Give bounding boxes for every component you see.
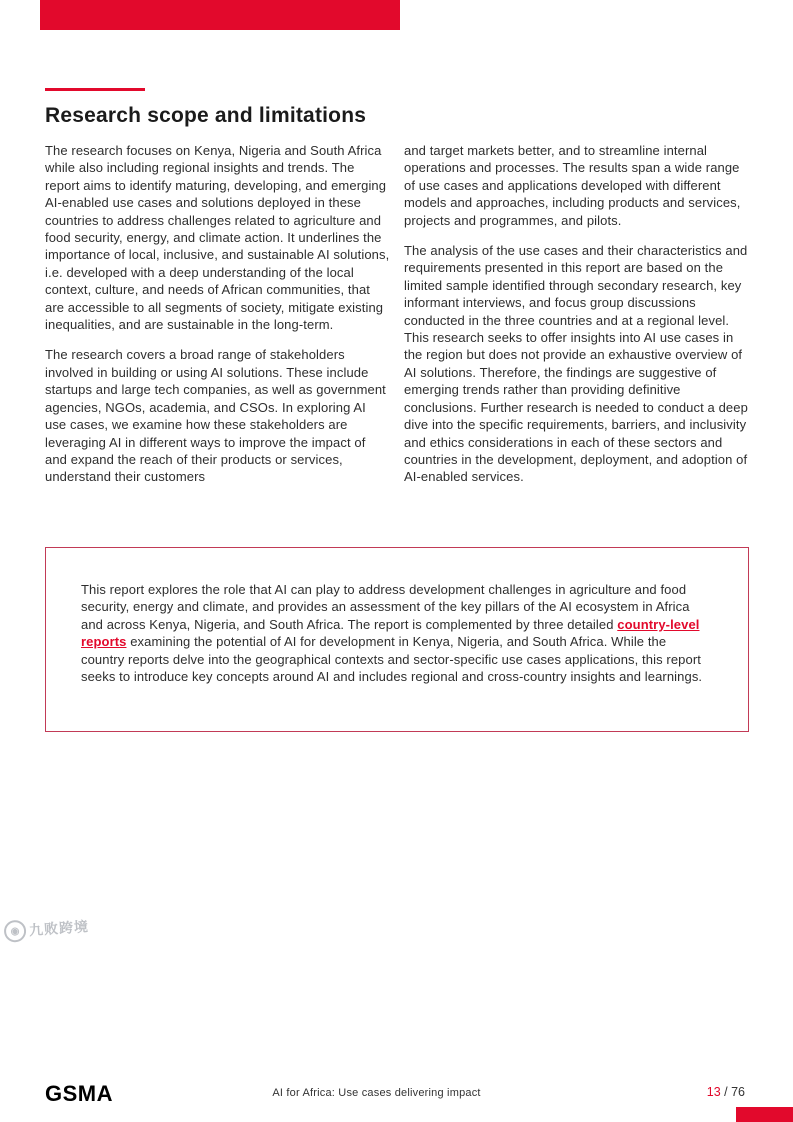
- page-title: Research scope and limitations: [45, 104, 367, 127]
- callout-box: [45, 547, 749, 732]
- heading-accent-rule: [45, 88, 145, 91]
- watermark-logo-icon: [3, 919, 26, 942]
- footer-document-title: AI for Africa: Use cases delivering impact: [272, 1087, 481, 1099]
- body-columns: [45, 142, 749, 499]
- right-column: [404, 142, 749, 499]
- left-column: [45, 142, 390, 499]
- body-paragraph: The analysis of the use cases and their characteristics and requirements presented in this report are based on the limited sample identified through secondary research, key informant interviews, and focus group discussions conducted in the three countries and at a regional level. This research seeks to offer insights into AI use cases in the region but does not provide an exhaustive overview of AI solutions. Therefore, the findings are suggestive of emerging trends rather than providing definitive conclusions. Further research is needed to conduct a deep dive into the specific requirements, barriers, and inclusivity and ethics considerations in each of these sectors and countries in the development, deployment, and adoption of AI-enabled services.: [404, 243, 748, 485]
- body-paragraph: and target markets better, and to streamline internal operations and processes. The results span a wide range of use cases and applications developed with different models and approaches, including products and services, projects and programmes, and pilots.: [404, 143, 741, 228]
- callout-text-after-link: examining the potential of AI for development in Kenya, Nigeria, and South Africa. While the country reports delve into the geographical contexts and sector-specific use cases applications, this report seeks to introduce key concepts around AI and includes regional and cross-country insights and learnings.: [81, 634, 703, 685]
- gsma-logo: GSMA: [45, 1081, 113, 1106]
- country-level-reports-link[interactable]: country-level reports: [81, 616, 700, 650]
- callout-paragraph: [46, 548, 748, 685]
- body-paragraph: The research focuses on Kenya, Nigeria and South Africa while also including regional insights and trends. The report aims to identify maturing, developing, and emerging AI-enabled use cases and solutions deployed in these countries to address challenges related to agriculture and food security, energy, and climate action. It underlines the importance of local, inclusive, and sustainable AI solutions, i.e. developed with a deep understanding of the local context, culture, and needs of African communities, that are accessible to all segments of society, mitigate existing inequalities, and are sustainable in the long-term.: [45, 143, 390, 333]
- page-number-total: / 76: [720, 1085, 745, 1099]
- body-paragraph: The research covers a broad range of stakeholders involved in building or using AI solutions. These include startups and large tech companies, as well as government agencies, NGOs, academia, and CSOs. In exploring AI use cases, we examine how these stakeholders are leveraging AI in different ways to improve the impact of and expand the reach of their products or services, understand their customers: [45, 347, 386, 485]
- callout-text-before-link: This report explores the role that AI can play to address development challenges in agriculture and food security, energy and climate, and provides an assessment of the key pillars of the AI ecosystem in Africa and across Kenya, Nigeria, and South Africa. The report is complemented by three detailed: [81, 582, 690, 632]
- watermark: [3, 915, 89, 943]
- page-number-current: 13: [706, 1085, 721, 1099]
- page-number: [707, 1085, 745, 1099]
- watermark-text: 九败跨境: [28, 918, 90, 939]
- bottom-corner-accent-bar: [736, 1107, 793, 1122]
- top-accent-bar: [40, 0, 400, 30]
